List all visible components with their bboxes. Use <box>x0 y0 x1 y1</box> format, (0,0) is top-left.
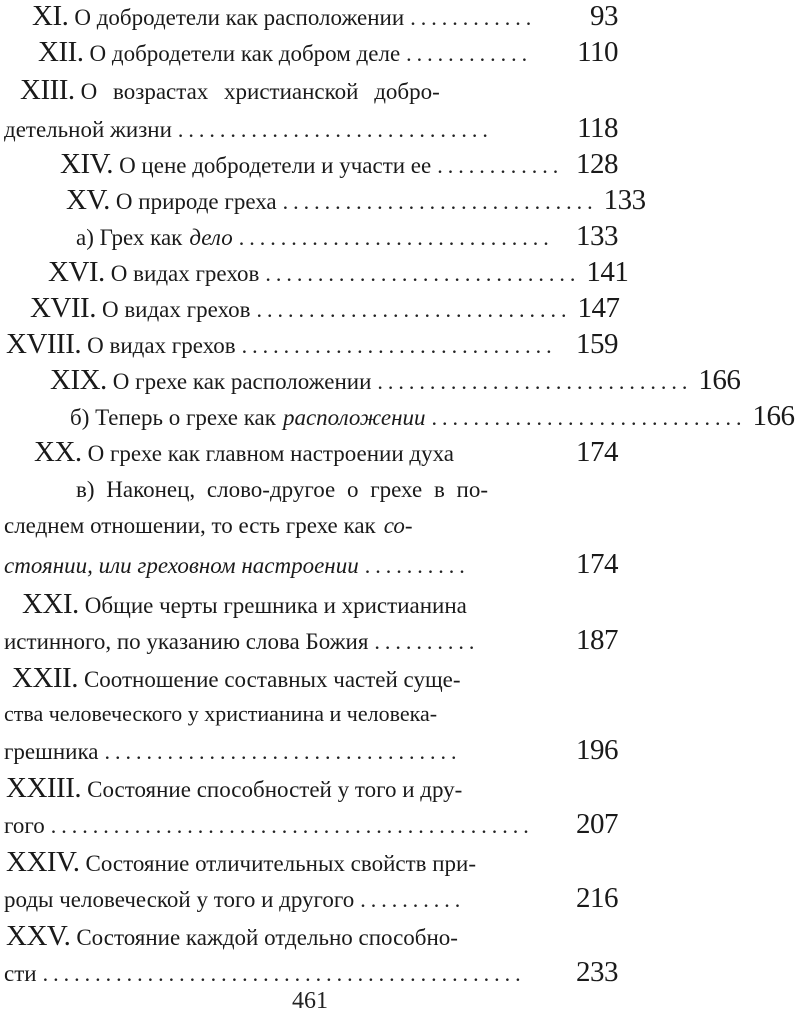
toc-entry-xvii <box>30 290 618 326</box>
leader-dots: .......... <box>364 553 470 578</box>
subentry-title-italic: дело <box>189 225 233 250</box>
toc-subentry-v-cont2 <box>4 546 618 582</box>
leader-dots: .............................. <box>238 225 554 250</box>
entry-number: XXIV. <box>6 846 80 878</box>
entry-title: О добродетели как добром деле <box>89 41 401 66</box>
toc-entry-xxiv <box>6 844 578 880</box>
entry-title: Состояние отличительных свойств при- <box>85 851 477 876</box>
entry-page: 118 <box>577 112 618 144</box>
entry-title: Общие черты грешника и христианина <box>84 593 467 618</box>
entry-number: XXII. <box>12 662 78 694</box>
entry-page: 133 <box>603 184 646 216</box>
entry-title: О добродетели как расположении <box>74 5 405 30</box>
toc-entry-xxi <box>22 586 578 622</box>
subentry-title: б) Теперь о грехе как <box>70 405 276 430</box>
toc-subentry-v-cont1 <box>4 508 578 544</box>
leader-dots: .............................. <box>241 333 557 358</box>
leader-dots: .......... <box>360 887 466 912</box>
toc-entry-xi <box>32 0 618 34</box>
entry-title: О видах грехов <box>87 333 236 358</box>
subentry-title: в) Наконец, слово-другое о грехе в по- <box>76 477 489 502</box>
entry-page: 187 <box>576 624 618 656</box>
footer-page-number: 461 <box>292 988 328 1014</box>
entry-number: XVII. <box>30 292 96 324</box>
toc-entry-xiii-cont <box>4 110 618 146</box>
subentry-title-continued: следнем отношении, то есть грехе как <box>4 513 376 538</box>
entry-title: О грехе как расположении <box>112 369 372 394</box>
entry-title: О видах грехов <box>110 261 260 286</box>
toc-entry-xxiii-cont <box>4 806 618 842</box>
entry-number: XX. <box>34 436 82 468</box>
leader-dots: .............................. <box>265 261 581 286</box>
entry-title-continued: грешника <box>4 739 99 764</box>
entry-title-continued: гого <box>4 813 45 838</box>
toc-entry-xxv <box>6 918 578 954</box>
leader-dots: .............................................. <box>42 961 526 986</box>
toc-entry-xxii <box>12 660 578 696</box>
leader-dots: ............ <box>437 153 564 178</box>
entry-title-continued: истинного, по указанию слова Божия <box>4 629 369 654</box>
toc-entry-xvi <box>48 254 629 290</box>
entry-number: XIII. <box>20 74 75 106</box>
entry-title: Состояние способностей у того и дру- <box>87 777 463 802</box>
leader-dots: ............ <box>410 5 537 30</box>
toc-entry-xxii-cont1 <box>4 696 578 732</box>
entry-page: 133 <box>576 220 618 252</box>
entry-number: XV. <box>66 184 110 216</box>
subentry-title-italic-continued: стоянии, или греховном настроении <box>4 553 359 578</box>
entry-page: 174 <box>576 548 618 580</box>
leader-dots: .............................. <box>431 405 747 430</box>
toc-subentry-v <box>76 472 578 508</box>
entry-page: 207 <box>576 808 618 840</box>
entry-page: 174 <box>576 436 618 468</box>
toc-entry-xxii-cont2 <box>4 732 618 768</box>
toc-entry-xxv-cont <box>4 954 618 990</box>
entry-title-continued: детельной жизни <box>4 117 172 142</box>
leader-dots: .............................. <box>177 117 493 142</box>
entry-page: 147 <box>577 292 620 324</box>
leader-dots: .............................. <box>256 297 572 322</box>
entry-page: 110 <box>577 36 618 68</box>
toc-entry-xiv <box>60 146 618 182</box>
entry-title-continued: сти <box>4 961 37 986</box>
entry-page: 159 <box>576 328 618 360</box>
entry-page: 141 <box>586 256 629 288</box>
leader-dots: .................................. <box>104 739 462 764</box>
entry-title: О цене добродетели и участи ее <box>119 153 432 178</box>
entry-title: Соотношение составных частей суще- <box>83 667 461 692</box>
entry-page: 196 <box>576 734 618 766</box>
subentry-title-italic: со- <box>383 513 413 538</box>
toc-entry-xiii <box>20 72 578 108</box>
entry-number: XXIII. <box>6 772 82 804</box>
entry-number: XIV. <box>60 148 114 180</box>
toc-entry-xx <box>34 434 618 470</box>
entry-title-continued: роды человеческой у того и другого <box>4 887 355 912</box>
toc-entry-xxiii <box>6 770 578 806</box>
leader-dots: .......... <box>374 629 480 654</box>
toc-subentry-a <box>76 218 618 254</box>
toc-entry-xxiv-cont <box>4 880 618 916</box>
entry-title-continued: ства человеческого у христианина и человека- <box>4 701 438 726</box>
leader-dots: ............ <box>406 41 533 66</box>
entry-title: О природе греха <box>115 189 277 214</box>
entry-number: XVIII. <box>6 328 82 360</box>
entry-page: 166 <box>698 364 741 396</box>
entry-title: О грехе как главном настроении духа <box>87 441 455 466</box>
entry-page: 216 <box>576 882 618 914</box>
subentry-title-italic: расположении <box>282 405 426 430</box>
toc-subentry-b <box>70 398 795 434</box>
entry-page: 93 <box>590 0 618 32</box>
subentry-title: а) Грех как <box>76 225 183 250</box>
entry-number: XXI. <box>22 588 79 620</box>
leader-dots: .............................. <box>377 369 693 394</box>
entry-page: 166 <box>752 400 795 432</box>
toc-entry-xxi-cont <box>4 622 618 658</box>
entry-title: О видах грехов <box>101 297 251 322</box>
entry-page: 233 <box>576 956 618 988</box>
entry-number: XVI. <box>48 256 105 288</box>
leader-dots: .............................................. <box>50 813 534 838</box>
toc-entry-xv <box>66 182 646 218</box>
toc-entry-xviii <box>6 326 618 362</box>
entry-number: XI. <box>32 0 69 32</box>
entry-title: Состояние каждой отдельно способно- <box>76 925 458 950</box>
toc-entry-xix <box>50 362 741 398</box>
entry-number: XIX. <box>50 364 107 396</box>
entry-page: 128 <box>576 148 618 180</box>
entry-title: О возрастах христианской добро- <box>80 79 440 104</box>
entry-number: XXV. <box>6 920 71 952</box>
entry-number: XII. <box>38 36 84 68</box>
leader-dots: .............................. <box>282 189 598 214</box>
toc-entry-xii <box>38 34 618 70</box>
